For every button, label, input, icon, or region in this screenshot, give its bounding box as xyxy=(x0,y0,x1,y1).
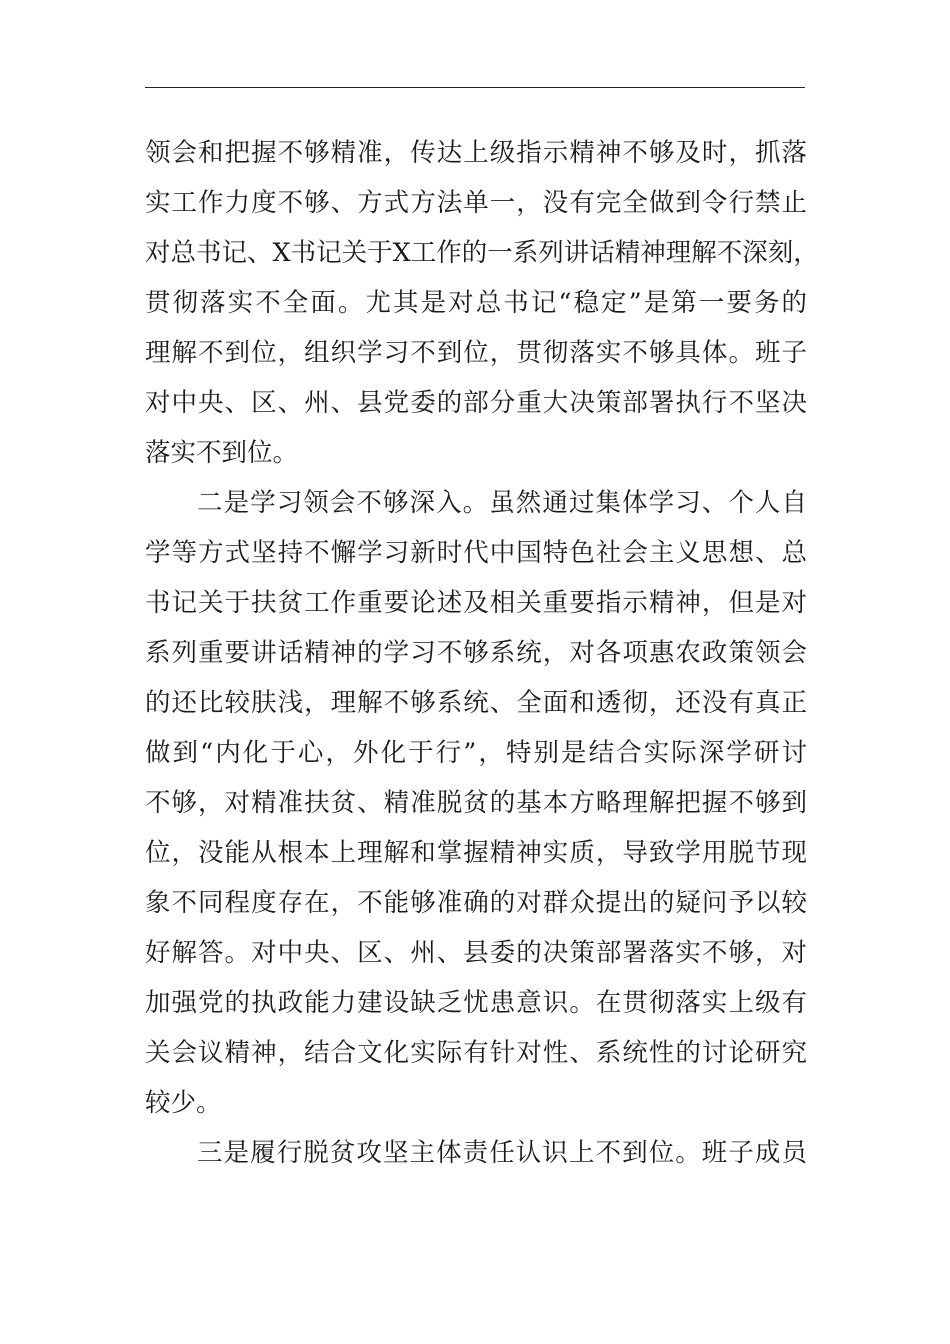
text-line: 学等方式坚持不懈学习新时代中国特色社会主义思想、总 xyxy=(145,538,807,568)
text-line: 位，没能从根本上理解和掌握精神实质，导致学用脱节现 xyxy=(145,838,807,868)
text-line: 不够，对精准扶贫、精准脱贫的基本方略理解把握不够到 xyxy=(145,788,807,818)
paragraph-2 xyxy=(145,478,807,1128)
text-line: 好解答。对中央、区、州、县委的决策部署落实不够，对 xyxy=(145,938,807,968)
paragraph-1 xyxy=(145,128,819,478)
text-line: 领会和把握不够精准，传达上级指示精神不够及时，抓落 xyxy=(145,138,807,168)
text-line: 书记关于扶贫工作重要论述及相关重要指示精神，但是对 xyxy=(145,588,807,618)
paragraph-3 xyxy=(145,1128,807,1178)
text-line: 三是履行脱贫攻坚主体责任认识上不到位。班子成员 xyxy=(197,1138,807,1168)
text-line: 做到“内化于心，外化于行”，特别是结合实际深学研讨 xyxy=(145,738,807,768)
text-line: 加强党的执政能力建设缺乏忧患意识。在贯彻落实上级有 xyxy=(145,988,807,1018)
text-line: 对总书记、X书记关于X工作的一系列讲话精神理解不深刻， xyxy=(145,238,819,268)
text-line: 象不同程度存在，不能够准确的对群众提出的疑问予以较 xyxy=(145,888,807,918)
header-rule xyxy=(145,87,805,88)
text-line: 的还比较肤浅，理解不够系统、全面和透彻，还没有真正 xyxy=(145,688,807,718)
text-line: 系列重要讲话精神的学习不够系统，对各项惠农政策领会 xyxy=(145,638,807,668)
text-line: 落实不到位。 xyxy=(145,438,299,468)
text-line: 关会议精神，结合文化实际有针对性、系统性的讨论研究 xyxy=(145,1038,807,1068)
text-line: 较少。 xyxy=(145,1088,222,1118)
text-line: 理解不到位，组织学习不到位，贯彻落实不够具体。班子 xyxy=(145,338,807,368)
text-line: 贯彻落实不全面。尤其是对总书记“稳定”是第一要务的 xyxy=(145,288,807,318)
text-line: 对中央、区、州、县党委的部分重大决策部署执行不坚决 xyxy=(145,388,807,418)
text-line: 实工作力度不够、方式方法单一，没有完全做到令行禁止 xyxy=(145,188,807,218)
text-line: 二是学习领会不够深入。虽然通过集体学习、个人自 xyxy=(197,488,807,518)
document-body xyxy=(145,128,819,1178)
